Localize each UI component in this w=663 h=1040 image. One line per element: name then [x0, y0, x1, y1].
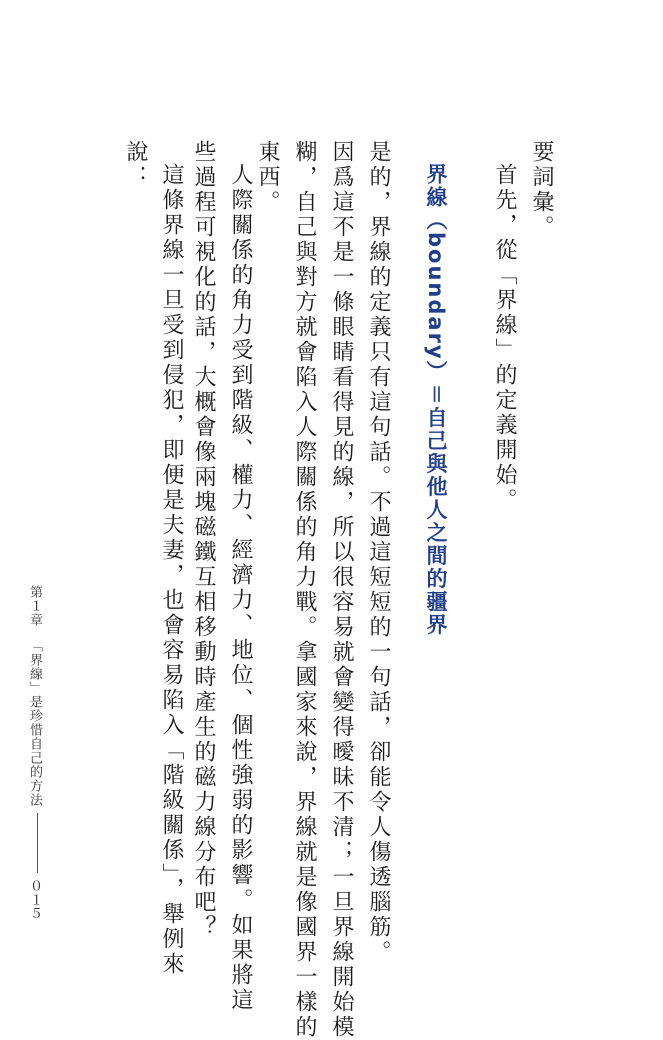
body-text-column: 糊，自己與對方就會陷入人際關係的角力戰。拿國家來說，界線就是像國界一樣的 [292, 140, 317, 1040]
footer-rule [37, 813, 38, 873]
body-text-column: 些過程可視化的話，大概會像兩塊磁鐵互相移動時產生的磁力線分布吧？ [191, 140, 216, 940]
body-text-column: 因爲這不是一條眼睛看得見的線，所以很容易就會變得曖昧不清；一旦界線開始模 [329, 140, 354, 1040]
section-heading: 界線（boundary）＝自己與他人之間的疆界 [424, 163, 448, 637]
running-footer [28, 585, 41, 921]
book-title: 「界線」是珍惜自己的方法 [27, 639, 42, 807]
body-text-column: 這條界線一旦受到侵犯，即便是夫妻，也會容易陷入「階級關係」，舉例來 [159, 163, 184, 977]
body-text-column: 首先，從「界線」的定義開始。 [492, 163, 517, 513]
body-text-column: 說： [123, 140, 148, 190]
body-text-column: 是的，界線的定義只有這句話。不過這短短的一句話，卻能令人傷透腦筋。 [366, 140, 391, 965]
body-text-column: 人際關係的角力受到階級、權力、經濟力、地位、個性強弱的影響。如果將這 [228, 163, 253, 1013]
body-text-column: 要詞彙。 [529, 140, 554, 240]
chapter-label: 第１章 [27, 585, 42, 627]
page-number: ０１５ [27, 879, 42, 921]
body-text-column: 東西。 [255, 140, 280, 215]
